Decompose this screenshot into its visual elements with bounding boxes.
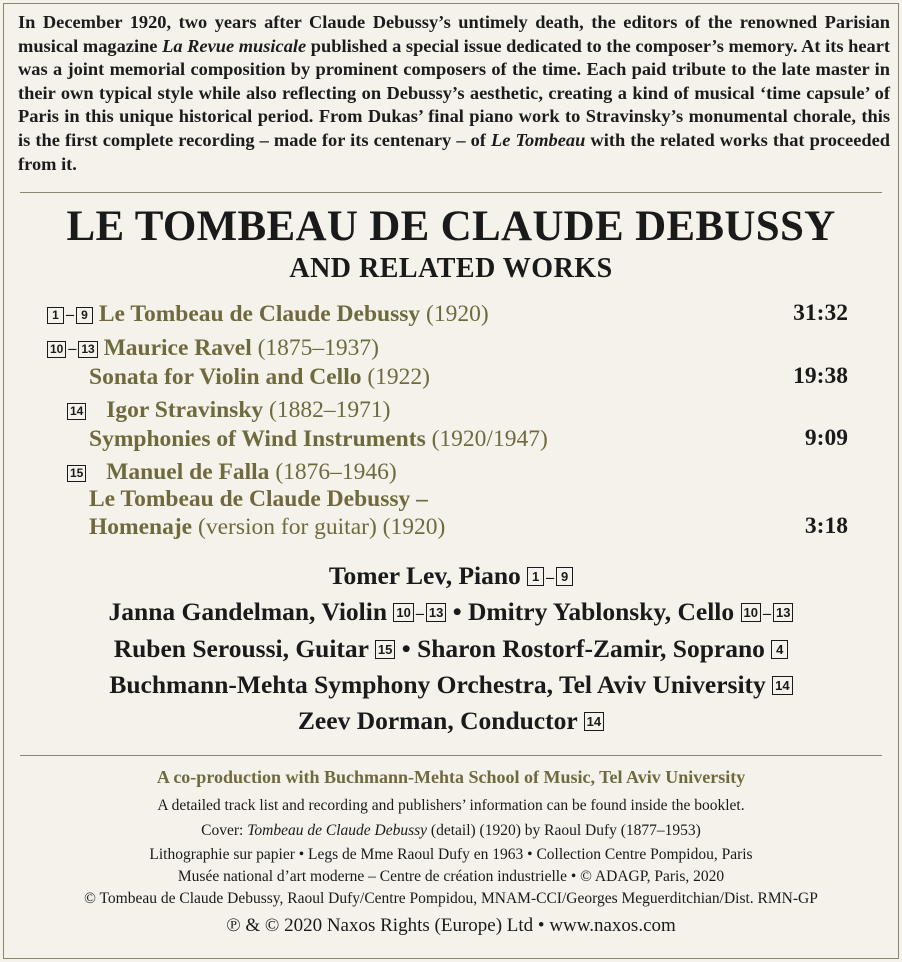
musee-credit: Musée national d’art moderne – Centre de création industrielle • © ADAGP, Paris, 2020 — [177, 868, 725, 885]
track-work-subtitle: Homenaje — [89, 514, 193, 540]
intro-paragraph — [18, 11, 890, 176]
intro-work: Le Tombeau — [491, 129, 586, 150]
performer-name: Ruben Seroussi, Guitar — [113, 634, 369, 663]
track-number: 14 — [584, 712, 604, 731]
track-composer: Igor Stravinsky — [106, 397, 264, 423]
track-number-start: 10 — [741, 603, 761, 622]
track-4 — [67, 457, 397, 487]
track-number: 4 — [771, 640, 788, 659]
track-number-end: 13 — [773, 603, 793, 622]
performer-name: Sharon Rostorf-Zamir, Soprano — [417, 634, 765, 663]
track-range-dash: – — [66, 306, 74, 323]
coproduction-line: A co-production with Buchmann-Mehta School of Music, Tel Aviv University — [156, 767, 746, 787]
track-2 — [47, 333, 379, 364]
track-dates: (1875–1937) — [257, 335, 380, 361]
track-version: (version for guitar) (1920) — [198, 514, 446, 540]
intro-magazine: La Revue musicale — [162, 35, 307, 56]
track-number: 14 — [67, 403, 86, 420]
track-2-work-line — [89, 362, 430, 392]
track-number: 15 — [375, 640, 395, 659]
track-number-end: 13 — [78, 341, 97, 358]
copyright-line: ℗ & © 2020 Naxos Rights (Europe) Ltd • www.naxos.com — [226, 915, 676, 936]
main-title: LE TOMBEAU DE CLAUDE DEBUSSY — [66, 203, 836, 250]
performer-conductor — [0, 706, 902, 736]
litho-credit: Lithographie sur papier • Legs de Mme Raoul Dufy en 1963 • Collection Centre Pompidou, Paris — [149, 846, 753, 863]
track-3-work-line — [89, 424, 548, 454]
track-dates: (1876–1946) — [275, 459, 397, 485]
performer-strings — [0, 597, 902, 627]
track-number: 14 — [772, 676, 792, 695]
divider-top — [20, 192, 882, 193]
divider-bottom — [20, 755, 882, 756]
performer-name: Zeev Dorman, Conductor — [297, 706, 578, 735]
performer-name: Tomer Lev, Piano — [328, 561, 521, 590]
cover-label: Cover: — [201, 822, 248, 839]
track-number-start: 10 — [47, 341, 66, 358]
track-number-start: 10 — [393, 603, 413, 622]
track-4-work-line-2 — [89, 512, 445, 542]
track-2-duration: 19:38 — [793, 363, 848, 389]
track-number-start: 1 — [47, 307, 64, 324]
track-number: 15 — [67, 465, 86, 482]
separator-bullet: • — [401, 634, 411, 663]
track-work: Symphonies of Wind Instruments — [89, 426, 426, 452]
track-range-dash: – — [68, 340, 77, 357]
track-number-end: 9 — [76, 307, 93, 324]
track-work: Le Tombeau de Claude Debussy — [98, 301, 421, 327]
intro-text-2: published a special issue dedicated to the composer’s memory. At its heart was a joint memorial composition by prominent composers of the time. Each paid tribute to the late master in their own typical style while also reflecting on Debussy’s aesthetic, creating a kind of musical ‘time capsule’ of Paris in this unique historical period. From Dukas’ final piano work to Stravinsky’s monumental chorale, this is the first complete recording – made for its centenary – of — [18, 35, 890, 150]
track-work: Le Tombeau de Claude Debussy – — [89, 486, 428, 512]
track-4-duration: 3:18 — [804, 513, 848, 539]
track-1-duration: 31:32 — [793, 300, 848, 326]
cover-title: Tombeau de Claude Debussy — [247, 822, 428, 839]
intro-text-1: In December 1920, two years after Claude Debussy’s untimely death, the editors of the renowned Parisian musical magazine — [18, 12, 890, 56]
track-4-work-line-1 — [89, 484, 428, 514]
cover-rest: (detail) (1920) by Raoul Dufy (1877–1953) — [427, 822, 701, 839]
track-composer: Manuel de Falla — [106, 459, 270, 485]
performer-name: Dmitry Yablonsky, Cello — [468, 597, 735, 626]
track-range-dash: – — [415, 605, 424, 622]
performer-orchestra — [0, 670, 902, 700]
cover-credit — [0, 822, 902, 840]
performer-guitar-soprano — [0, 634, 902, 664]
track-year: (1920/1947) — [431, 426, 548, 452]
track-1 — [47, 299, 489, 330]
track-composer: Maurice Ravel — [103, 335, 252, 361]
track-number-end: 13 — [426, 603, 446, 622]
separator-bullet: • — [452, 597, 462, 626]
track-dates: (1882–1971) — [269, 397, 391, 423]
sub-title: AND RELATED WORKS — [289, 253, 613, 284]
performer-name: Janna Gandelman, Violin — [108, 597, 388, 626]
track-work: Sonata for Violin and Cello — [89, 364, 362, 390]
performer-name: Buchmann-Mehta Symphony Orchestra, Tel Aviv University — [109, 670, 766, 699]
performer-piano — [0, 561, 902, 591]
intro-text-3: with the related works that proceeded from it. — [18, 129, 890, 174]
track-year: (1922) — [367, 364, 431, 390]
photo-credit: © Tombeau de Claude Debussy, Raoul Dufy/Centre Pompidou, MNAM-CCI/Georges Meguerditchian/Dist. RMN-GP — [84, 890, 818, 907]
track-range-dash: – — [546, 569, 555, 586]
track-number-start: 1 — [527, 567, 544, 586]
track-3-duration: 9:09 — [804, 425, 848, 451]
track-number-end: 9 — [556, 567, 573, 586]
track-range-dash: – — [762, 605, 771, 622]
track-year: (1920) — [426, 301, 489, 327]
track-3 — [67, 395, 390, 425]
booklet-note: A detailed track list and recording and publishers’ information can be found inside the booklet. — [157, 797, 745, 814]
